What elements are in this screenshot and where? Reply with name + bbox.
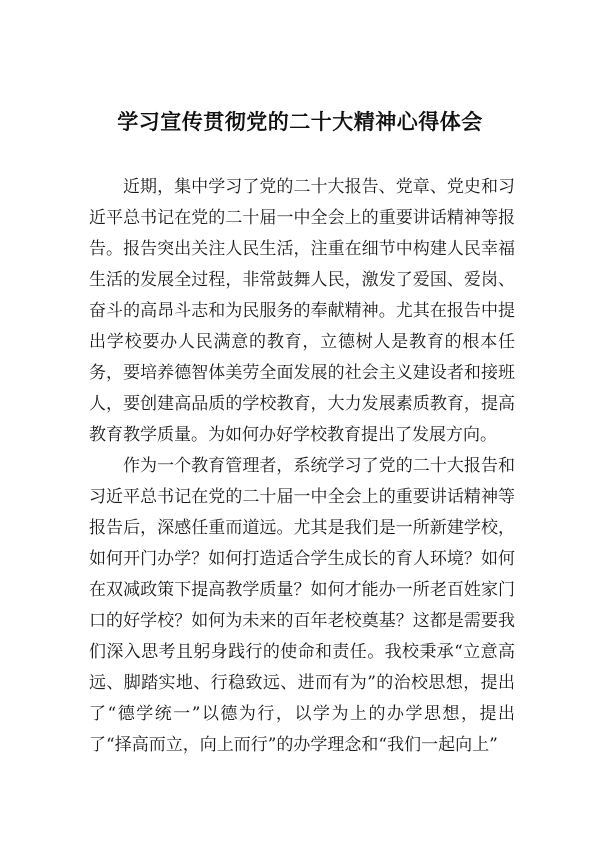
paragraph: 近期，集中学习了党的二十大报告、党章、党史和习近平总书记在党的二十届一中全会上的重要讲话精神等报告。报告突出关注人民生活，注重在细节中构建人民幸福生活的发展全过程，非常鼓舞人民，激发了爱国、爱岗、奋斗的高昂斗志和为民服务的奉献精神。尤其在报告中提出学校要办人民满意的教育，立德树人是教育的根本任务，要培养德智体美劳全面发展的社会主义建设者和接班人，要创建高品质的学校教育，大力发展素质教育，提高教育教学质量。为如何办好学校教育提出了发展方向。 — [89, 177, 515, 445]
document-title: 学习宣传贯彻党的二十大精神心得体会 — [117, 110, 483, 134]
paragraph: 作为一个教育管理者，系统学习了党的二十大报告和习近平总书记在党的二十届一中全会上的重要讲话精神等报告后，深感任重而道远。尤其是我们是一所新建学校，如何开门办学？如何打造适合学生成长的育人环境？如何在双减政策下提高教学质量？如何才能办一所老百姓家门口的好学校？如何为未来的百年老校奠基？这都是需要我们深入思考且躬身践行的使命和责任。我校秉承“立意高远、脚踏实地、行稳致远、进而有为”的治校思想，提出了“德学统一”以德为行，以学为上的办学思想，提出了“择高而立，向上而行”的办学理念和“我们一起向上” — [89, 456, 515, 755]
document-body — [89, 172, 515, 761]
